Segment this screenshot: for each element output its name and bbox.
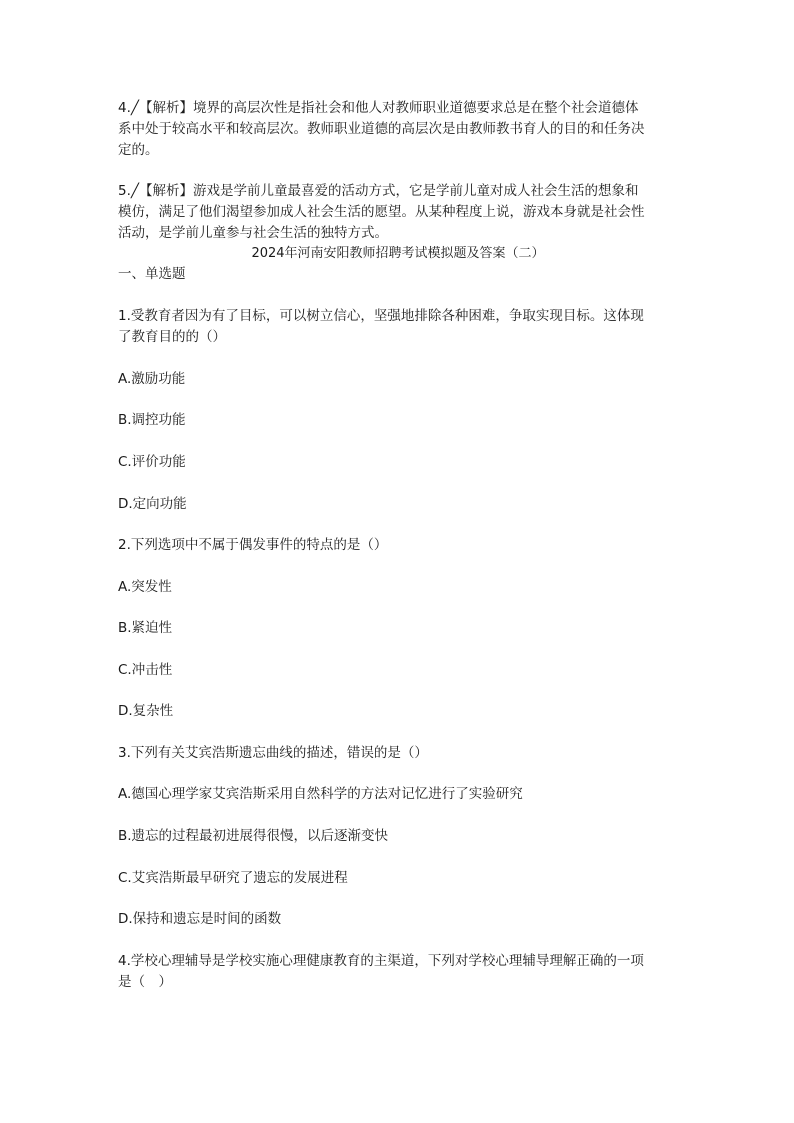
explanation-line: 系中处于较高水平和较高层次。教师职业道德的高层次是由教师教书育人的目的和任务决 [118,121,645,137]
question-1-option-a[interactable]: A.激励功能 [118,371,186,387]
document-title: 2024年河南安阳教师招聘考试模拟题及答案（二） [251,246,545,261]
question-1-option-b[interactable]: B.调控功能 [118,412,186,428]
question-stem-line: 是（ ） [118,974,172,990]
question-3-option-b[interactable]: B.遗忘的过程最初进展得很慢，以后逐渐变快 [118,828,389,844]
question-3-stem [118,743,678,764]
question-1-stem [118,306,678,348]
question-2-option-c[interactable]: C.冲击性 [118,662,173,678]
question-1-option-c[interactable]: C.评价功能 [118,454,186,470]
explanation-line: 4.╱【解析】境界的高层次性是指社会和他人对教师职业道德要求总是在整个社会道德体 [118,100,639,116]
section-heading [118,264,678,285]
question-stem-line: 3.下列有关艾宾浩斯遗忘曲线的描述，错误的是（） [118,745,428,761]
question-2-option-a[interactable]: A.突发性 [118,579,172,595]
explanation-line: 5.╱【解析】游戏是学前儿童最喜爱的活动方式，它是学前儿童对成人社会生活的想象和 [118,183,639,199]
question-stem-line: 1.受教育者因为有了目标，可以树立信心，坚强地排除各种困难，争取实现目标。这体现 [118,308,644,324]
question-3-option-c[interactable]: C.艾宾浩斯最早研究了遗忘的发展进程 [118,870,348,886]
question-stem-line: 了教育目的的（） [118,329,226,345]
question-stem-line: 2.下列选项中不属于偶发事件的特点的是（） [118,537,388,553]
explanation-5 [118,181,678,244]
question-stem-line: 4.学校心理辅导是学校实施心理健康教育的主渠道，下列对学校心理辅导理解正确的一项 [118,953,644,969]
section-heading-text: 一、单选题 [118,266,186,282]
explanation-line: 模仿，满足了他们渴望参加成人社会生活的愿望。从某种程度上说，游戏本身就是社会性 [118,204,645,220]
question-3-option-d[interactable]: D.保持和遗忘是时间的函数 [118,911,282,927]
question-3-option-a[interactable]: A.德国心理学家艾宾浩斯采用自然科学的方法对记忆进行了实验研究 [118,786,523,802]
explanation-line: 活动，是学前儿童参与社会生活的独特方式。 [118,225,388,241]
question-2-option-d[interactable]: D.复杂性 [118,703,174,719]
explanation-line: 定的。 [118,142,159,158]
question-2-option-b[interactable]: B.紧迫性 [118,620,173,636]
explanation-4 [118,98,678,161]
question-1-option-d[interactable]: D.定向功能 [118,496,187,512]
question-4-stem [118,951,678,993]
question-2-stem [118,535,678,556]
